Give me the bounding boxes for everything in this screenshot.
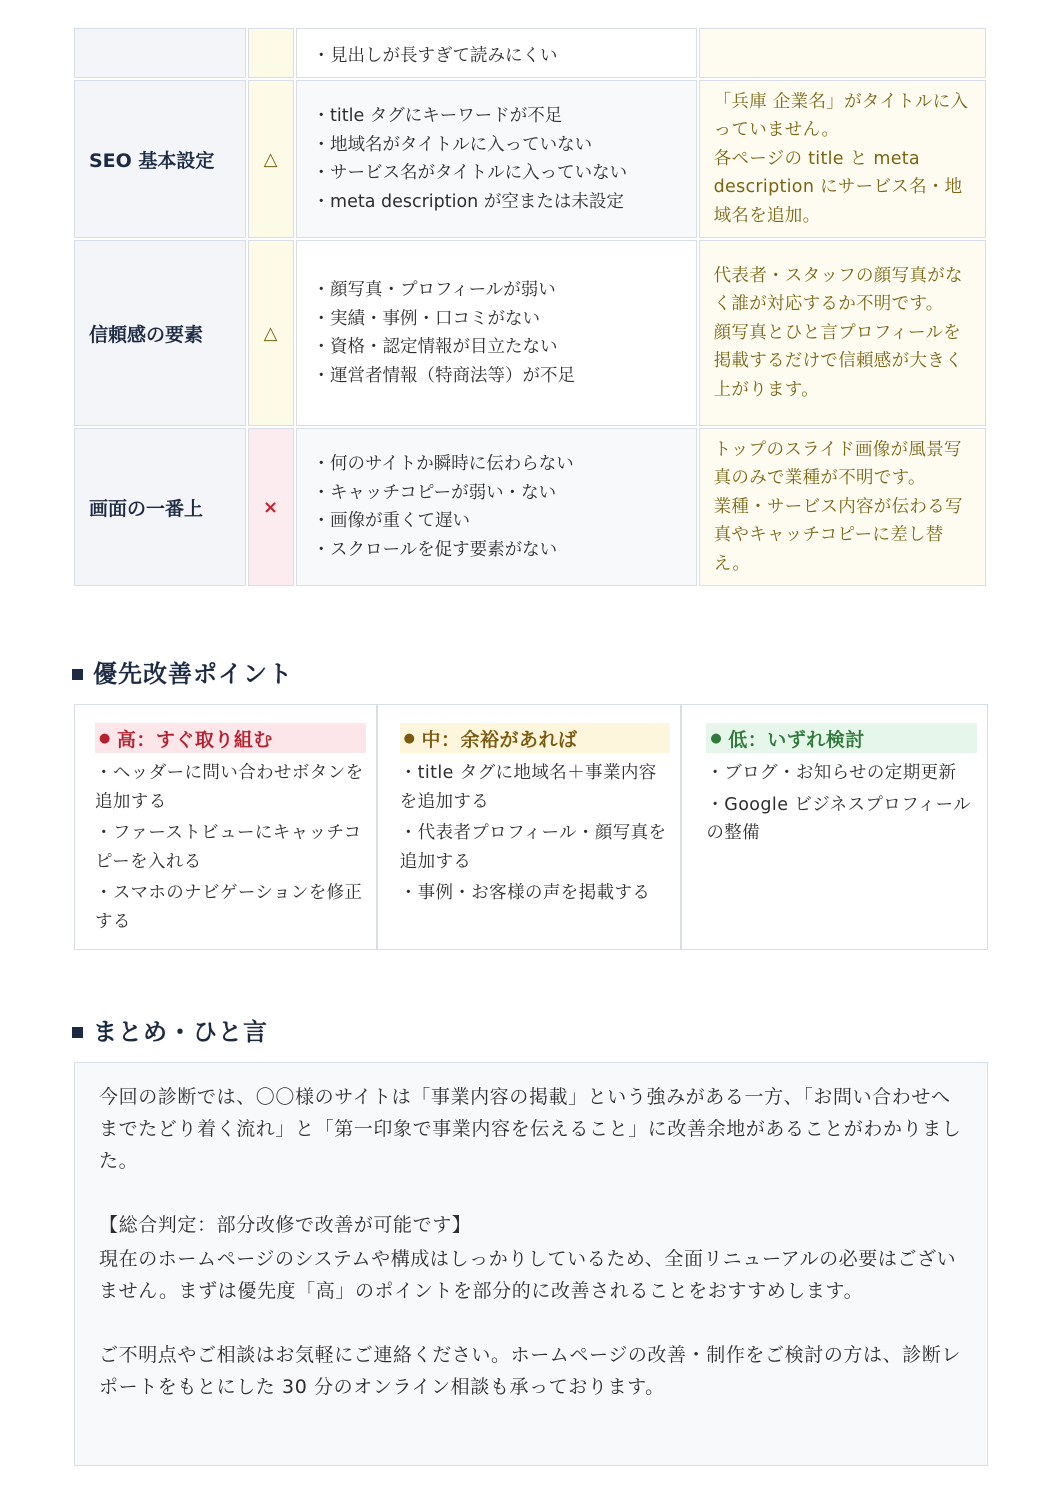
table-row	[74, 28, 988, 80]
issue-text: ・キャッチコピーが弱い・ない	[312, 482, 557, 503]
issues-cell	[296, 80, 697, 238]
square-bullet-icon	[72, 1027, 83, 1038]
priority-item: ・スマホのナビゲーションを修正する	[95, 883, 363, 932]
section-heading-text: まとめ・ひと言	[93, 1018, 268, 1046]
priority-item: ・Google ビジネスプロフィールの整備	[706, 794, 972, 843]
priority-item: ・ヘッダーに問い合わせボタンを追加する	[95, 763, 364, 812]
summary-paragraph: ご不明点やご相談はお気軽にご連絡ください。ホームページの改善・制作をご検討の方は、診断レポートをもとにした 30 分のオンライン相談も承っております。	[99, 1344, 962, 1398]
issue-text: ・見出しが長すぎて読みにくい	[312, 45, 558, 66]
priority-label-text: 高：すぐ取り組む	[116, 728, 273, 751]
issue-text: ・地域名がタイトルに入っていない	[312, 134, 593, 155]
summary-verdict: 【総合判定：部分改修で改善が可能です】	[99, 1214, 472, 1236]
issue-text: ・meta description が空または未設定	[312, 191, 624, 212]
comment-text: トップのスライド画像が風景写真のみで業種が不明です。	[713, 439, 962, 489]
table-row	[74, 80, 988, 240]
dot-icon: ●	[99, 730, 111, 746]
priority-item: ・ファーストビューにキャッチコピーを入れる	[95, 823, 362, 872]
comment-text: 代表者・スタッフの顔写真がなく誰が対応するか不明です。	[713, 265, 963, 315]
cross-icon: ×	[263, 496, 279, 518]
rating-cell	[248, 428, 294, 586]
item-cell: 画面の一番上	[74, 428, 246, 586]
priority-label-high	[95, 723, 366, 753]
item-cell	[74, 28, 246, 78]
comment-cell	[699, 80, 986, 238]
comment-cell	[699, 28, 986, 78]
priority-item: ・ブログ・お知らせの定期更新	[706, 763, 957, 783]
triangle-icon: △	[263, 322, 278, 344]
table-row	[74, 240, 988, 428]
priority-column-high	[75, 705, 378, 949]
comment-text: 業種・サービス内容が伝わる写真やキャッチコピーに差し替え。	[713, 496, 963, 574]
comment-cell	[699, 428, 986, 586]
issue-text: ・スクロールを促す要素がない	[312, 539, 558, 560]
issues-cell	[296, 240, 697, 426]
priority-label-mid	[400, 723, 671, 753]
priority-item: ・代表者プロフィール・顔写真を追加する	[399, 823, 667, 872]
issues-cell	[296, 28, 697, 78]
summary-box	[74, 1062, 988, 1466]
item-cell: SEO 基本設定	[74, 80, 246, 238]
square-bullet-icon	[72, 669, 83, 680]
dot-icon: ●	[710, 730, 723, 746]
comment-text: 「兵庫 企業名」がタイトルに入っていません。	[713, 91, 969, 141]
issue-text: ・title タグにキーワードが不足	[312, 106, 563, 126]
issue-text: ・運営者情報（特商法等）が不足	[312, 365, 576, 386]
item-cell: 信頼感の要素	[74, 240, 246, 426]
issue-text: ・サービス名がタイトルに入っていない	[312, 163, 628, 183]
priority-box	[74, 704, 988, 950]
priority-column-low	[682, 705, 987, 949]
rating-cell	[248, 28, 294, 78]
issue-text: ・資格・認定情報が目立たない	[312, 337, 558, 357]
priority-label-text: 低：いずれ検討	[728, 728, 865, 751]
comment-text: 顔写真とひと言プロフィールを掲載するだけで信頼感が大きく上がります。	[713, 322, 963, 400]
triangle-icon: △	[263, 148, 278, 170]
issue-text: ・画像が重くて遅い	[312, 511, 471, 531]
section-heading	[72, 1012, 268, 1047]
summary-paragraph: 現在のホームページのシステムや構成はしっかりしているため、全面リニューアルの必要はございません。まずは優先度「高」のポイントを部分的に改善されることをおすすめします。	[99, 1248, 957, 1302]
comment-cell	[699, 240, 986, 426]
priority-item: ・事例・お客様の声を掲載する	[399, 883, 651, 903]
rating-cell	[248, 240, 294, 426]
priority-column-mid	[378, 705, 683, 949]
issues-cell	[296, 428, 697, 586]
issue-text: ・何のサイトか瞬時に伝わらない	[312, 454, 574, 474]
diagnosis-table	[74, 30, 988, 588]
priority-label-low	[706, 723, 977, 753]
section-heading	[72, 654, 293, 689]
issue-text: ・顔写真・プロフィールが弱い	[312, 280, 556, 300]
priority-label-text: 中：余裕があれば	[421, 728, 578, 751]
dot-icon: ●	[403, 730, 416, 746]
issue-text: ・実績・事例・口コミがない	[312, 308, 541, 329]
section-heading-text: 優先改善ポイント	[93, 660, 293, 688]
comment-text: 各ページの title と meta description にサービス名・地域名を追加。	[713, 148, 963, 226]
priority-item: ・title タグに地域名＋事業内容を追加する	[399, 763, 657, 812]
rating-cell	[248, 80, 294, 238]
table-row	[74, 428, 988, 588]
summary-paragraph: 今回の診断では、〇〇様のサイトは「事業内容の掲載」という強みがある一方、「お問い合わせへまでたどり着く流れ」と「第一印象で事業内容を伝えること」に改善余地があることがわかりました。	[99, 1086, 962, 1172]
